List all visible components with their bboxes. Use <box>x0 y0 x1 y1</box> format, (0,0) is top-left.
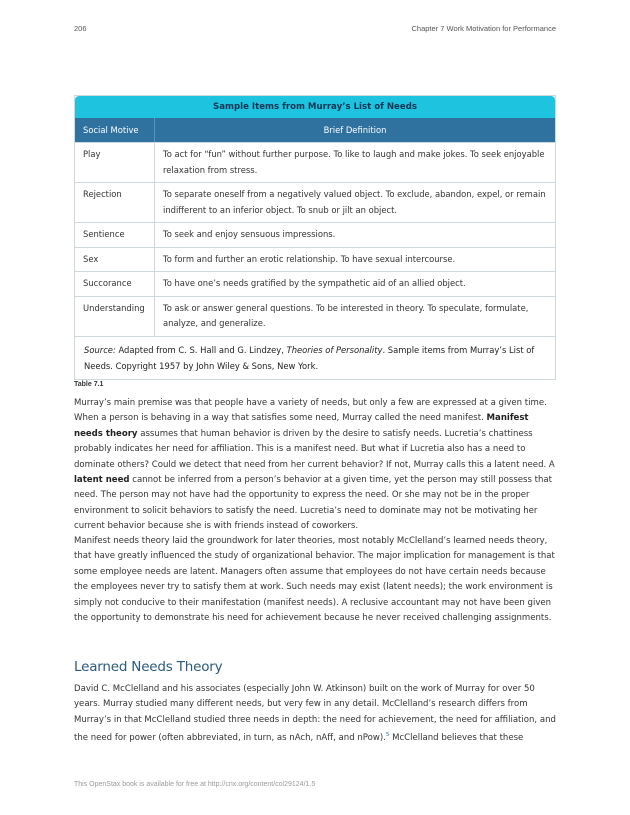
column-header-brief-definition: Brief Definition <box>323 125 387 135</box>
definition-cell: To form and further an erotic relationship. To have sexual intercourse. <box>163 253 456 264</box>
footnote-link[interactable]: 5 <box>385 732 390 739</box>
page-footer: This OpenStax book is available for free at http://cnx.org/content/col29124/1.5 <box>74 781 316 788</box>
table-header-row <box>75 118 555 142</box>
p1-text-e: cannot be inferred from a person’s behavior at a given time, yet the person may still possess that need. The person may not have had the opportunity to express the need. Or she may not be in the proper environment to solicit behaviors to satisfy the need. Lucretia’s need to dominate may not be motivating her current behavior because she is with friends instead of coworkers. <box>74 475 553 532</box>
motive-cell: Play <box>75 143 155 182</box>
column-header-social-motive: Social Motive <box>75 118 155 142</box>
term-latent-need: latent need <box>74 475 130 486</box>
definition-cell: To act for “fun” without further purpose. To like to laugh and make jokes. To seek enjoyable relaxation from stress. <box>163 149 545 175</box>
source-text-a: Adapted from C. S. Hall and G. Lindzey, <box>115 344 287 355</box>
table-row <box>75 142 555 182</box>
paragraph-groundwork: Manifest needs theory laid the groundwork for later theories, most notably McClelland’s learned needs theory, that have greatly influenced the study of organizational behavior. The major implication for management is that some employee needs are latent. Managers often assume that employees do not have certain needs because the employees never try to satisfy them at work. Such needs may exist (latent needs); the work environment is simply not conducive to their manifestation (manifest needs). A reclusive accountant may not have been given the opportunity to demonstrate his need for achievement because he never received challenging assignments. <box>74 536 555 624</box>
motive-cell: Succorance <box>75 272 155 296</box>
page-number: 206 <box>74 24 87 33</box>
p4-text-a: David C. McClelland and his associates (especially John W. Atkinson) built on the work of Murray for over 50 years. Murray studied many different needs, but very few in any detail. McClelland’s research differs from Murray’s in that McClelland studied three needs in depth: the need for achievement, the need for affiliation, and the need for power (often abbreviated, in turn, as nAch, nAff, and nPow). <box>74 684 556 744</box>
section-heading-learned-needs: Learned Needs Theory <box>74 659 223 675</box>
table-row <box>75 271 555 296</box>
motive-cell: Sex <box>75 248 155 272</box>
motive-cell: Sentience <box>75 223 155 247</box>
definition-cell: To seek and enjoy sensuous impressions. <box>163 229 336 239</box>
motive-cell: Rejection <box>75 183 155 222</box>
definition-cell: To have one’s needs gratified by the sympathetic aid of an allied object. <box>163 278 466 288</box>
table-row <box>75 182 555 222</box>
table-row <box>75 296 555 336</box>
p1-text-c: assumes that human behavior is driven by the desire to satisfy needs. Lucretia’s chattiness probably indicates her need for affiliation. This is a manifest need. But what if Lucretia also has a need to dominate others? Could we detect that need from her current behavior? If not, Murray calls this a latent need. A <box>74 428 555 470</box>
p1-text-a: Murray’s main premise was that people have a variety of needs, but only a few are expressed at a given time. When a person is behaving in a way that satisfies some need, Murray called the need manifest. <box>74 398 547 424</box>
table-source-note <box>75 336 555 379</box>
needs-table <box>74 95 556 380</box>
definition-cell: To ask or answer general questions. To be interested in theory. To speculate, formulate, analyze, and generalize. <box>163 302 529 328</box>
p4-text-b: McClelland believes that these <box>389 733 524 744</box>
paragraph-mcclelland <box>74 682 558 746</box>
term-manifest-needs-theory: Manifest needs theory <box>74 413 529 439</box>
table-row <box>75 222 555 247</box>
motive-cell: Understanding <box>75 297 155 336</box>
table-title: Sample Items from Murray’s List of Needs <box>75 96 555 118</box>
paragraph-manifest-needs <box>74 396 558 535</box>
chapter-header: Chapter 7 Work Motivation for Performance <box>411 24 556 33</box>
source-label: Source: <box>84 344 116 355</box>
table-caption: Table 7.1 <box>74 381 104 388</box>
source-text-b: . Sample items from Murray’s List of Needs. Copyright 1957 by John Wiley & Sons, New York. <box>84 344 535 371</box>
source-book-title: Theories of Personality <box>286 344 383 355</box>
definition-cell: To separate oneself from a negatively valued object. To exclude, abandon, expel, or remain indifferent to an inferior object. To snub or jilt an object. <box>163 189 546 215</box>
table-row <box>75 247 555 272</box>
